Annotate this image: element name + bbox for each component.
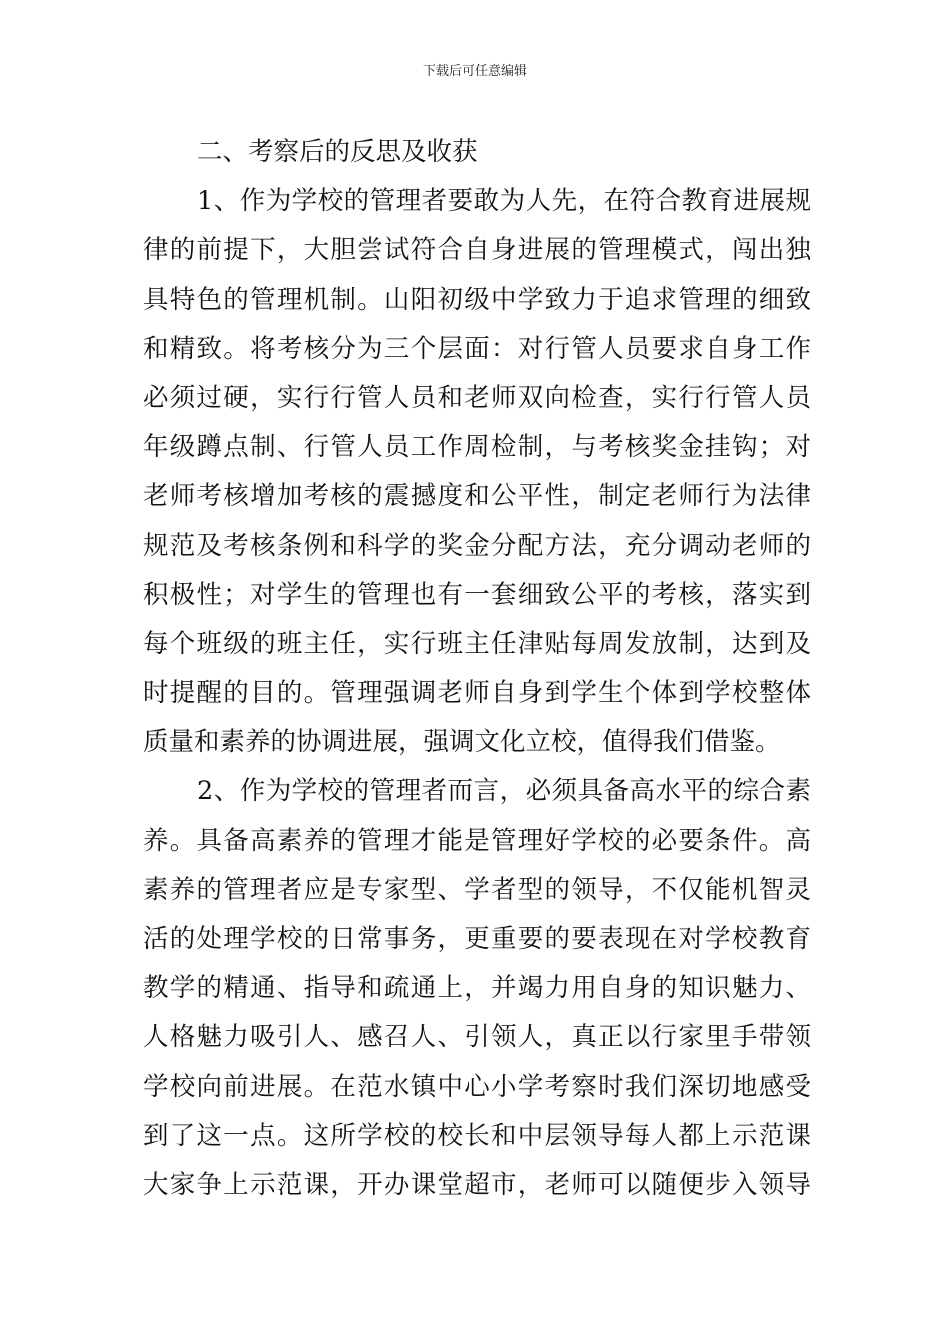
paragraph-2-line: 教学的精通、指导和疏通上，并竭力用自身的知识魅力、 bbox=[143, 973, 811, 1004]
paragraph-1-line: 必须过硬，实行行管人员和老师双向检查，实行行管人员 bbox=[143, 382, 811, 413]
paragraph-2-line: 大家争上示范课，开办课堂超市，老师可以随便步入领导 bbox=[143, 1169, 811, 1200]
paragraph-1-line: 质量和素养的协调进展，强调文化立校，值得我们借鉴。 bbox=[143, 727, 781, 758]
paragraph-1-line: 老师考核增加考核的震撼度和公平性，制定老师行为法律 bbox=[143, 481, 811, 512]
paragraph-2-line: 养。具备高素养的管理才能是管理好学校的必要条件。高 bbox=[143, 825, 811, 856]
document-body bbox=[143, 128, 811, 1210]
paragraph-1-line: 年级蹲点制、行管人员工作周检制，与考核奖金挂钩；对 bbox=[143, 432, 811, 463]
paragraph-1-line: 律的前提下，大胆尝试符合自身进展的管理模式，闯出独 bbox=[143, 235, 811, 266]
paragraph-1-line: 每个班级的班主任，实行班主任津贴每周发放制，达到及 bbox=[143, 628, 811, 659]
paragraph-1-line: 和精致。将考核分为三个层面：对行管人员要求自身工作 bbox=[143, 333, 811, 364]
paragraph-1-line: 时提醒的目的。管理强调老师自身到学生个体到学校整体 bbox=[143, 678, 811, 709]
paragraph-2-line: 人格魅力吸引人、感召人、引领人，真正以行家里手带领 bbox=[143, 1022, 811, 1053]
paragraph-2-line: 活的处理学校的日常事务，更重要的要表现在对学校教育 bbox=[143, 924, 811, 954]
paragraph-1-line: 1、作为学校的管理者要敢为人先，在符合教育进展规 bbox=[197, 186, 811, 217]
paragraph-2-line: 学校向前进展。在范水镇中心小学考察时我们深切地感受 bbox=[143, 1071, 811, 1102]
section-heading: 二、考察后的反思及收获 bbox=[197, 137, 478, 167]
paragraph-1-line: 规范及考核条例和科学的奖金分配方法，充分调动老师的 bbox=[143, 530, 811, 561]
paragraph-1-line: 具特色的管理机制。山阳初级中学致力于追求管理的细致 bbox=[143, 284, 811, 315]
paragraph-2-line: 素养的管理者应是专家型、学者型的领导，不仅能机智灵 bbox=[143, 874, 811, 905]
paragraph-2-line: 2、作为学校的管理者而言，必须具备高水平的综合素 bbox=[197, 776, 811, 807]
page-header-note: 下载后可任意编辑 bbox=[422, 64, 527, 79]
paragraph-1-line: 积极性；对学生的管理也有一套细致公平的考核，落实到 bbox=[143, 579, 811, 610]
paragraph-2-line: 到了这一点。这所学校的校长和中层领导每人都上示范课 bbox=[143, 1120, 811, 1151]
